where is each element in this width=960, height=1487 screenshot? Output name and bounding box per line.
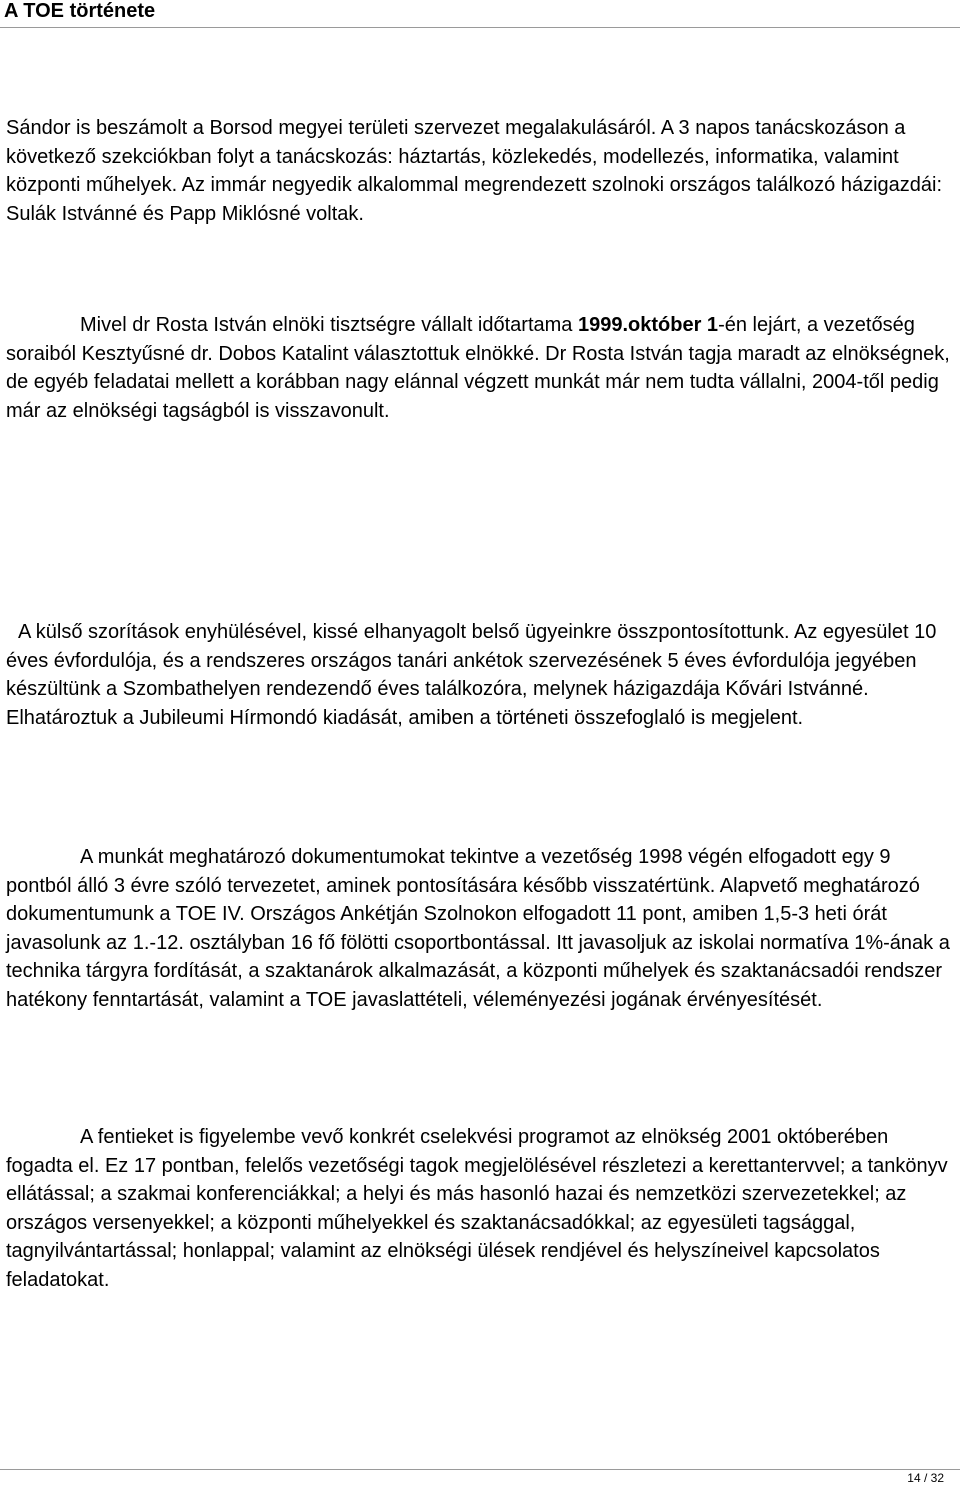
paragraph-text-start: Mivel dr Rosta István elnöki tisztségre vállalt időtartama (80, 314, 578, 336)
paragraph-anniversary (6, 618, 956, 732)
paragraph-borsod-organization: Sándor is beszámolt a Borsod megyei területi szervezet megalakulásáról. A 3 napos tanácskozáson a következő szekciókban folyt a tanácskozás: háztartás, közlekedés, modellezés, informatika, valamint központi műhelyek. Az immár negyedik alkalommal megrendezett szolnoki országos találkozó házigazdái: Sulák Istvánné és Papp Miklósné voltak. (6, 117, 943, 225)
paragraph-president-change (6, 311, 956, 425)
paragraph-text: A munkát meghatározó dokumentumokat tekintve a vezetőség 1998 végén elfogadott egy 9 pontból álló 3 évre szóló tervezetet, aminek pontosítására később visszatértünk. Alapvető meghatározó dokumentumunk a TOE IV. Országos Ankétján Szolnokon elfogadott 11 pont, amiben 1,5-3 heti órát javasolunk az 1.-12. osztályban 16 fő fölötti csoportbontással. Itt javasoljuk az iskolai normatíva 1%-ának a technika tárgyra fordítását, a szaktanárok alkalmazását, a központi műhelyek és szaktanácsadói rendszer hatékony fenntartását, valamint a TOE javaslattételi, véleményezési jogának érvényesítését. (6, 846, 950, 1011)
paragraph-text: A külső szorítások enyhülésével, kissé elhanyagolt belső ügyeinkre összpontosítottunk. Az egyesület 10 éves évfordulója, és a rendszeres országos tanári ankétok szervezésének 5 éves évfordulója jegyében készültünk a Szombathelyen rendezendő éves találkozóra, melynek házigazdája Kővári Istvánné. Elhatároztuk a Jubileumi Hírmondó kiadását, amiben a történeti összefoglaló is megjelent. (6, 621, 937, 729)
paragraph-text: A fentieket is figyelembe vevő konkrét cselekvési programot az elnökség 2001 októberében fogadta el. Ez 17 pontban, felelős vezetőségi tagok megjelölésével részletezi a kerettantervvel; a tankönyv ellátással; a szakmai konferenciákkal; a helyi és más hasonló hazai és nemzetközi szervezetekkel; az országos versenyekkel; a központi műhelyekkel és szaktanácsadókkal; az egyesületi tagsággal, tagnyilvántartással; honlappal; valamint az elnökségi ülések rendjével és helyszíneivel kapcsolatos feladatokat. (6, 1126, 948, 1291)
page-title: A TOE története (4, 0, 156, 22)
page-number: 14 / 32 (907, 1471, 944, 1485)
bold-date: 1999.október 1 (577, 314, 719, 336)
footer-divider (0, 1469, 960, 1470)
title-divider (0, 27, 960, 28)
paragraph-action-program (6, 1123, 956, 1294)
paragraph-text-end: -én lejárt, a vezetőség soraiból Kesztyűsné dr. Dobos Katalint választottuk elnökké. Dr Rosta István tagja maradt az elnökségnek, de egyéb feladatai mellett a korábban nagy elánnal végzett munkát már nem tudta vállalni, 2004-től pedig már az elnökségi tagságból is visszavonult. (6, 314, 950, 422)
paragraph-documents (6, 843, 956, 1014)
